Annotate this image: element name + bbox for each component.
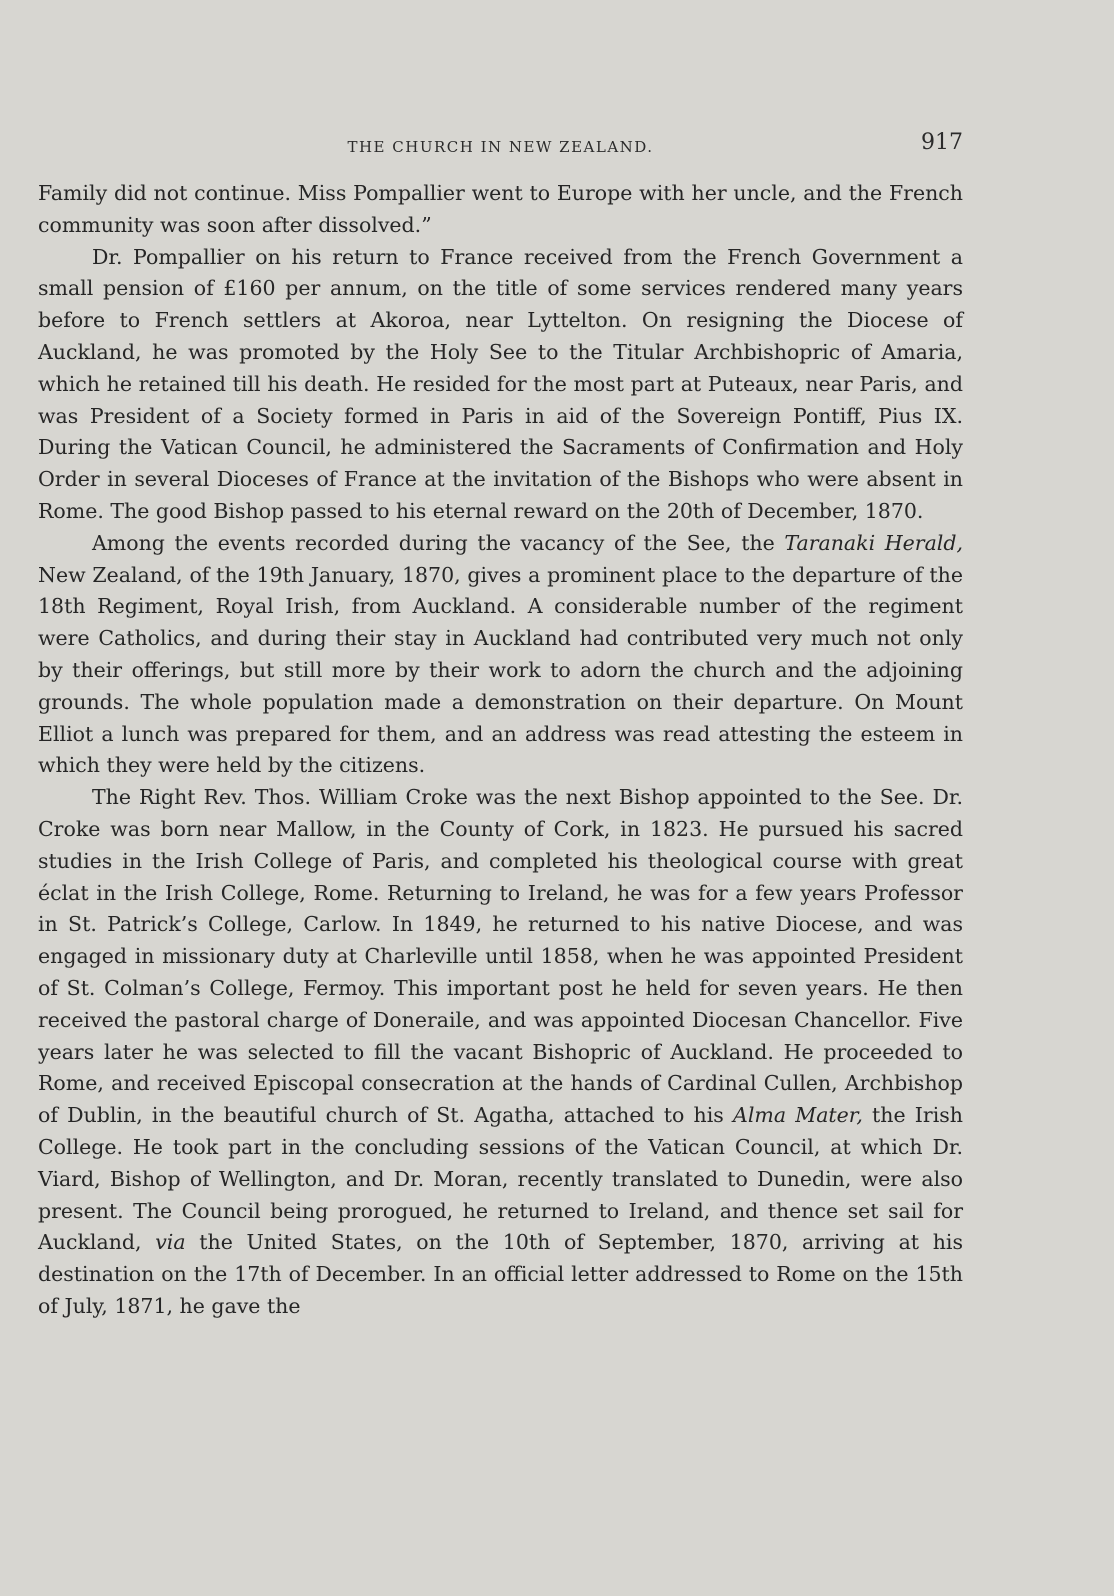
- paragraph-vacancy: [38, 528, 963, 782]
- text-span: the Irish College. He took part in the concluding sessions of the Vatican Council, at which Dr. Viard, Bishop of Wellington, and Dr. Moran, recently translated to Dunedin, were also present. The Council being prorogued, he returned to Ireland, and thence set sail for Auckland,: [38, 1103, 963, 1255]
- text-span: The Right Rev. Thos. William Croke was the next Bishop appointed to the See. Dr. Croke was born near Mallow, in the County of Cork, in 1823. He pursued his sacred studies in the Irish College of Paris, and completed his theological course with great éclat in the Irish College, Rome. Returning to Ireland, he was for a few years Professor in St. Patrick’s College, Carlow. In 1849, he returned to his native Diocese, and was engaged in missionary duty at Charleville until 1858, when he was appointed President of St. Colman’s College, Fermoy. This important post he held for seven years. He then received the pastoral charge of Doneraile, and was appointed Diocesan Chancellor. Five years later he was selected to fill the vacant Bishopric of Auckland. He proceeded to Rome, and received Episcopal consecration at the hands of Cardinal Cullen, Archbishop of Dublin, in the beautiful church of St. Agatha, attached to his: [38, 785, 963, 1128]
- running-title: THE CHURCH IN NEW ZEALAND.: [347, 138, 654, 156]
- italic-word: via: [155, 1230, 186, 1255]
- body-text: [38, 178, 963, 1323]
- paragraph-continuation: Family did not continue. Miss Pompallier went to Europe with her uncle, and the French community was soon after dissolved.”: [38, 181, 963, 237]
- page-number: 917: [921, 130, 963, 155]
- paragraph-pompallier: Dr. Pompallier on his return to France received from the French Government a small pension of £160 per annum, on the title of some services rendered many years before to French settlers at Akoroa, near Lyttelton. On resigning the Diocese of Auckland, he was promoted by the Holy See to the Titular Archbishopric of Amaria, which he retained till his death. He resided for the most part at Puteaux, near Paris, and was President of a Society formed in Paris in aid of the Sovereign Pontiff, Pius IX. During the Vatican Council, he administered the Sacraments of Confirmation and Holy Order in several Dioceses of France at the invitation of the Bishops who were absent in Rome. The good Bishop passed to his eternal reward on the 20th of December, 1870.: [38, 244, 963, 523]
- text-span: New Zealand, of the 19th January, 1870, gives a prominent place to the departure of the 18th Regiment, Royal Irish, from Auckland. A considerable number of the regiment were Catholics, and during their stay in Auckland had contributed very much not only by their offerings, but still more by their work to adorn the church and the adjoining grounds. The whole population made a demonstration on their departure. On Mount Elliot a lunch was prepared for them, and an address was read attesting the esteem in which they were held by the citizens.: [38, 562, 963, 778]
- newspaper-title: Taranaki Herald,: [784, 530, 963, 555]
- paragraph-croke: [38, 782, 963, 1323]
- italic-phrase: Alma Mater,: [733, 1103, 863, 1128]
- text-span: the United States, on the 10th of September, 1870, arriving at his destination on the 17th of December. In an official letter addressed to Rome on the 15th of July, 1871, he gave the: [38, 1230, 963, 1318]
- running-head: [38, 130, 963, 170]
- text-span: Among the events recorded during the vacancy of the See, the: [92, 530, 785, 555]
